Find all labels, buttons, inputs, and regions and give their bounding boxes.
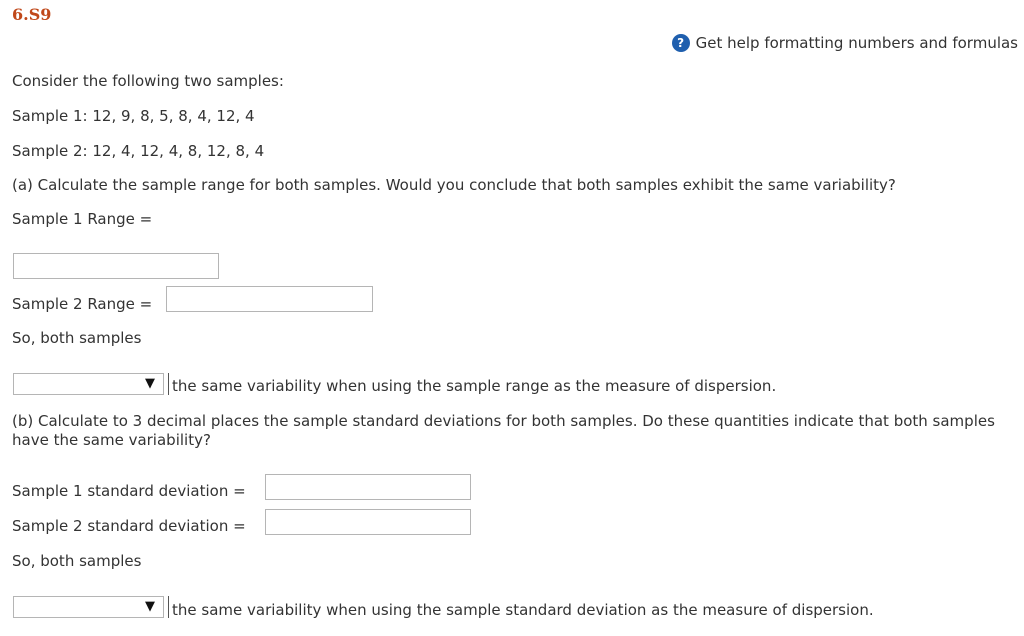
triangle-down-icon: ▼ [145,599,155,614]
sd-2-label: Sample 2 standard deviation = [12,517,246,535]
question-circle-icon: ? [672,34,690,52]
part-a-question: (a) Calculate the sample range for both samples. Would you conclude that both samples exhibit the same variability? [12,176,896,194]
sd-1-input[interactable] [265,474,471,500]
part-a-so-label: So, both samples [12,329,142,347]
dropdown-divider [168,596,169,618]
help-link-label: Get help formatting numbers and formulas [695,34,1018,52]
part-b-so-label: So, both samples [12,552,142,570]
problem-id: 6.S9 [12,5,52,24]
part-a-dropdown[interactable] [13,373,164,395]
sample-2-text: Sample 2: 12, 4, 12, 4, 8, 12, 8, 4 [12,142,265,160]
range-2-label: Sample 2 Range = [12,295,153,313]
dropdown-divider [168,373,169,395]
part-b-dropdown[interactable] [13,596,164,618]
sd-2-input[interactable] [265,509,471,535]
part-b-question: (b) Calculate to 3 decimal places the sample standard deviations for both samples. Do these quantities indicate that both samples have the same variability? [12,412,995,449]
sd-1-label: Sample 1 standard deviation = [12,482,246,500]
range-2-input[interactable] [166,286,373,312]
range-1-input[interactable] [13,253,219,279]
part-b-conclusion: the same variability when using the sample standard deviation as the measure of dispersion. [172,601,874,619]
intro-text: Consider the following two samples: [12,72,284,90]
range-1-label: Sample 1 Range = [12,210,153,228]
help-formatting-link[interactable] [672,34,1018,52]
triangle-down-icon: ▼ [145,376,155,391]
sample-1-text: Sample 1: 12, 9, 8, 5, 8, 4, 12, 4 [12,107,255,125]
part-a-conclusion: the same variability when using the sample range as the measure of dispersion. [172,377,777,395]
